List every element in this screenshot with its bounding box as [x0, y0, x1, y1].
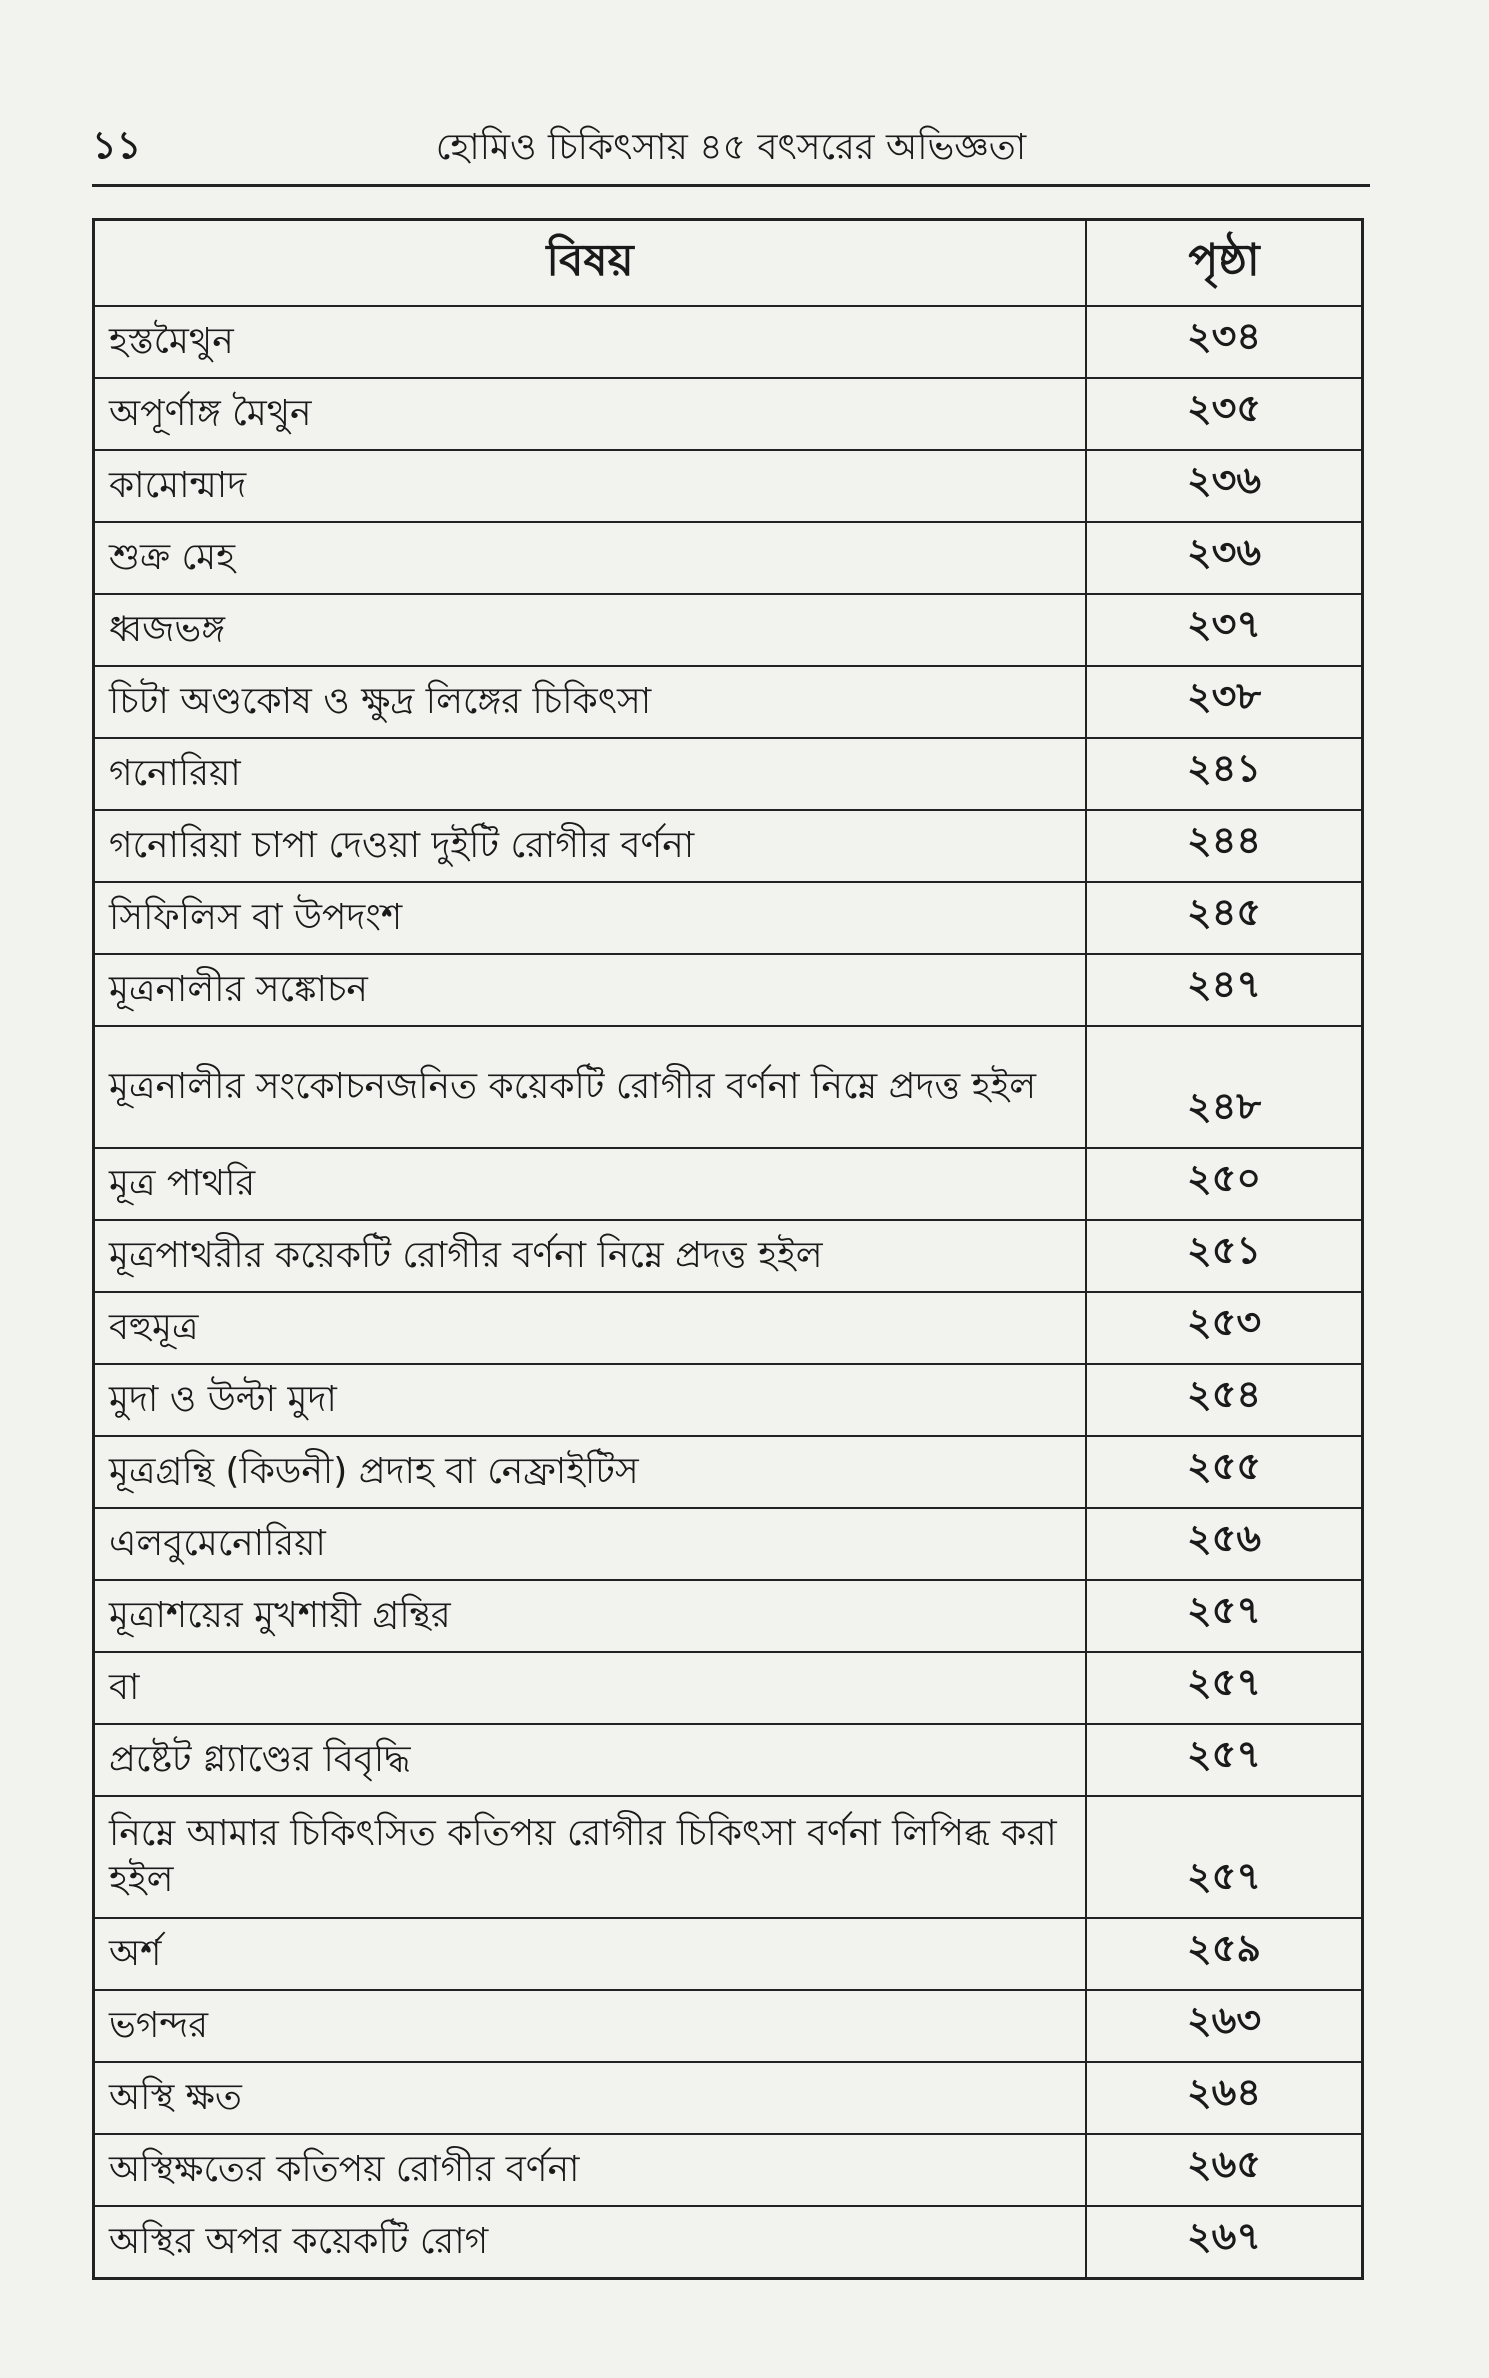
page-cell: ২৩৬	[1086, 450, 1363, 522]
table-row	[94, 882, 1363, 954]
table-row	[94, 1148, 1363, 1220]
page-cell: ২৫৩	[1086, 1292, 1363, 1364]
page-cell: ২৬৫	[1086, 2134, 1363, 2206]
page-cell: ২৩৬	[1086, 522, 1363, 594]
topic-cell: মূত্র পাথরি	[94, 1148, 1087, 1220]
table-row	[94, 2062, 1363, 2134]
table-row	[94, 1990, 1363, 2062]
page-cell: ২৫১	[1086, 1220, 1363, 1292]
book-title: হোমিও চিকিৎসায় ৪৫ বৎসরের অভিজ্ঞতা	[435, 127, 1027, 168]
page-cell: ২৫৫	[1086, 1436, 1363, 1508]
table-row	[94, 378, 1363, 450]
table-row	[94, 1292, 1363, 1364]
page-cell: ২৬৭	[1086, 2206, 1363, 2279]
table-row	[94, 666, 1363, 738]
topic-cell: অপূর্ণাঙ্গ মৈথুন	[94, 378, 1087, 450]
page-cell: ২৫৭	[1086, 1580, 1363, 1652]
page-cell: ২৩৮	[1086, 666, 1363, 738]
table-row	[94, 2206, 1363, 2279]
page-column-header: পৃষ্ঠা	[1086, 220, 1363, 307]
page-cell: ২৫৯	[1086, 1918, 1363, 1990]
topic-column-header: বিষয়	[94, 220, 1087, 307]
table-row	[94, 1580, 1363, 1652]
page-cell: ২৬৪	[1086, 2062, 1363, 2134]
topic-cell: অস্থি ক্ষত	[94, 2062, 1087, 2134]
page-cell: ২৪৪	[1086, 810, 1363, 882]
table-row	[94, 738, 1363, 810]
table-header-row	[94, 220, 1363, 307]
topic-cell: ভগন্দর	[94, 1990, 1087, 2062]
table-row	[94, 594, 1363, 666]
page-cell: ২৫৭	[1086, 1724, 1363, 1796]
table-row	[94, 1508, 1363, 1580]
page-cell: ২৩৭	[1086, 594, 1363, 666]
page-cell: ২৪৭	[1086, 954, 1363, 1026]
topic-cell: কামোন্মাদ	[94, 450, 1087, 522]
table-row	[94, 1918, 1363, 1990]
page-cell: ২৩৫	[1086, 378, 1363, 450]
table-row	[94, 522, 1363, 594]
page-cell: ২৪১	[1086, 738, 1363, 810]
topic-cell: শুক্র মেহ	[94, 522, 1087, 594]
table-row	[94, 1026, 1363, 1148]
table-row	[94, 450, 1363, 522]
topic-cell: মূত্রপাথরীর কয়েকটি রোগীর বর্ণনা নিম্নে প্রদত্ত হইল	[94, 1220, 1087, 1292]
table-row	[94, 1436, 1363, 1508]
topic-cell: মূত্রগ্রন্থি (কিডনী) প্রদাহ বা নেফ্রাইটিস	[94, 1436, 1087, 1508]
page-cell: ২৪৫	[1086, 882, 1363, 954]
topic-cell: অর্শ	[94, 1918, 1087, 1990]
table-row	[94, 810, 1363, 882]
topic-cell: গনোরিয়া চাপা দেওয়া দুইটি রোগীর বর্ণনা	[94, 810, 1087, 882]
page-cell: ২৫৪	[1086, 1364, 1363, 1436]
table-row	[94, 954, 1363, 1026]
page-cell: ২৫৬	[1086, 1508, 1363, 1580]
page-cell: ২৫৭	[1086, 1796, 1363, 1918]
topic-cell: বা	[94, 1652, 1087, 1724]
page-cell: ২৪৮	[1086, 1026, 1363, 1148]
table-row	[94, 1220, 1363, 1292]
table-row	[94, 2134, 1363, 2206]
page-cell: ২৫০	[1086, 1148, 1363, 1220]
topic-cell: সিফিলিস বা উপদংশ	[94, 882, 1087, 954]
topic-cell: বহুমূত্র	[94, 1292, 1087, 1364]
page-cell: ২৩৪	[1086, 306, 1363, 378]
table-row	[94, 306, 1363, 378]
page-header	[92, 123, 1370, 187]
page-number: ১১	[92, 123, 142, 167]
contents-body	[94, 306, 1363, 2279]
topic-cell: চিটা অণ্ডকোষ ও ক্ষুদ্র লিঙ্গের চিকিৎসা	[94, 666, 1087, 738]
table-row	[94, 1724, 1363, 1796]
topic-cell: মূত্রনালীর সঙ্কোচন	[94, 954, 1087, 1026]
table-row	[94, 1364, 1363, 1436]
topic-cell: এলবুমেনোরিয়া	[94, 1508, 1087, 1580]
table-row	[94, 1796, 1363, 1918]
topic-cell: হস্তমৈথুন	[94, 306, 1087, 378]
topic-cell: প্রষ্টেট গ্ল্যাণ্ডের বিবৃদ্ধি	[94, 1724, 1087, 1796]
topic-cell: গনোরিয়া	[94, 738, 1087, 810]
page-cell: ২৫৭	[1086, 1652, 1363, 1724]
topic-cell: অস্থিক্ষতের কতিপয় রোগীর বর্ণনা	[94, 2134, 1087, 2206]
contents-table	[92, 218, 1364, 2280]
topic-cell: মূত্রাশয়ের মুখশায়ী গ্রন্থির	[94, 1580, 1087, 1652]
topic-cell: অস্থির অপর কয়েকটি রোগ	[94, 2206, 1087, 2279]
page-cell: ২৬৩	[1086, 1990, 1363, 2062]
topic-cell: মূত্রনালীর সংকোচনজনিত কয়েকটি রোগীর বর্ণনা নিম্নে প্রদত্ত হইল	[94, 1026, 1087, 1148]
topic-cell: ধ্বজভঙ্গ	[94, 594, 1087, 666]
topic-cell: নিম্নে আমার চিকিৎসিত কতিপয় রোগীর চিকিৎসা বর্ণনা লিপিব্ধ করা হইল	[94, 1796, 1087, 1918]
topic-cell: মুদা ও উল্টা মুদা	[94, 1364, 1087, 1436]
table-row	[94, 1652, 1363, 1724]
